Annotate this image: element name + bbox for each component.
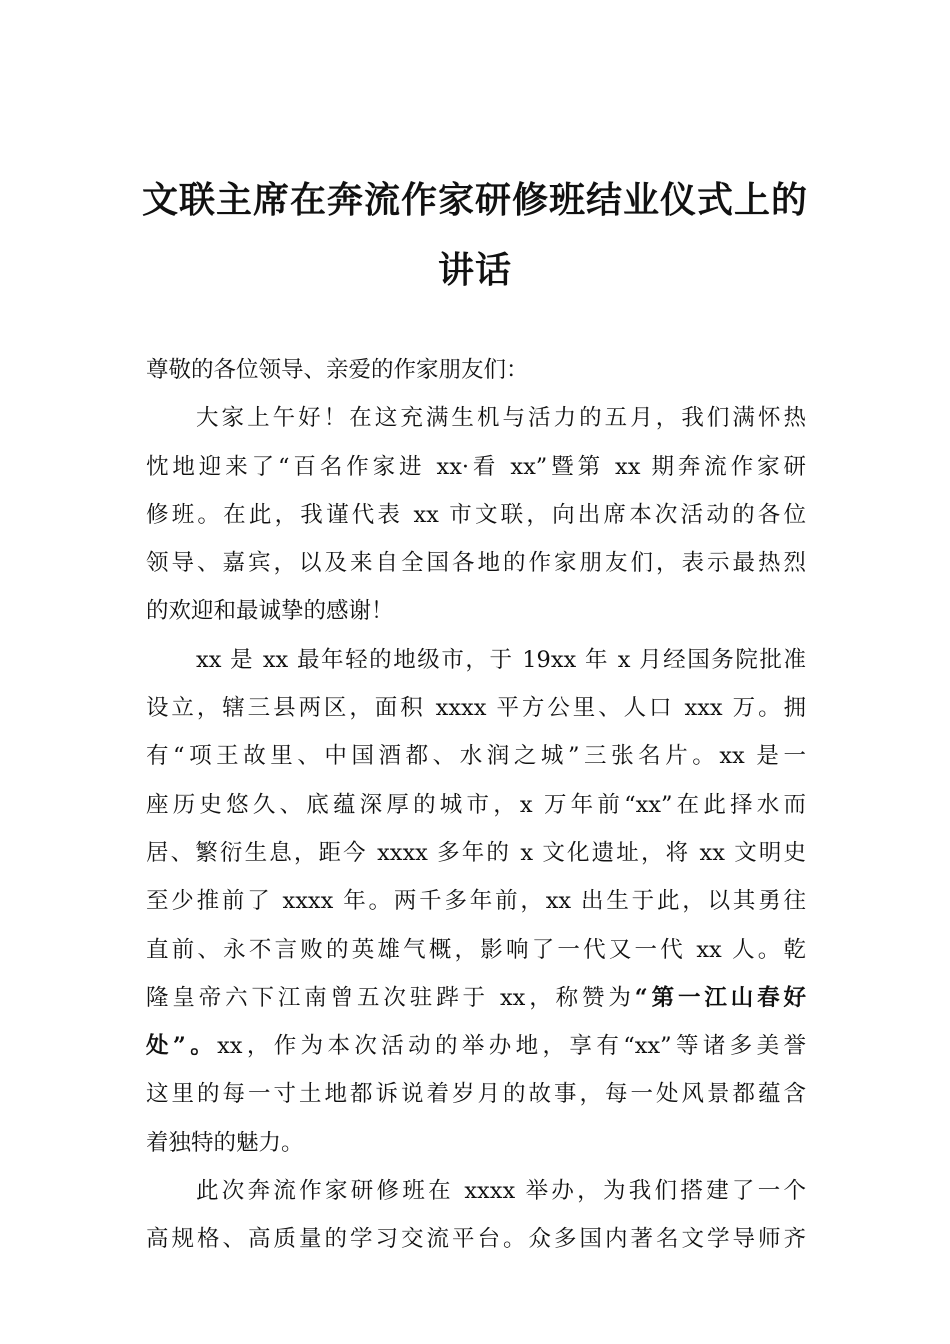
paragraph-line: 的欢迎和最诚挚的感谢！ bbox=[146, 598, 394, 625]
paragraph-line: 有“项王故里、中国酒都、水润之城”三张名片。xx 是一 bbox=[146, 743, 806, 770]
paragraph-1 bbox=[146, 394, 806, 635]
paragraph-3 bbox=[146, 1167, 806, 1264]
paragraph-line bbox=[146, 1022, 806, 1070]
document-body bbox=[146, 346, 806, 1264]
salutation: 尊敬的各位领导、亲爱的作家朋友们： bbox=[146, 357, 529, 383]
paragraph-line: 着独特的魅力。 bbox=[146, 1129, 304, 1156]
document-title-line-2: 讲话 bbox=[437, 249, 512, 291]
paragraph-line: 领导、嘉宾，以及来自全国各地的作家朋友们，表示最热烈 bbox=[146, 550, 806, 577]
paragraph-line: 设立，辖三县两区，面积 xxxx 平方公里、人口 xxx 万。拥 bbox=[146, 695, 806, 722]
document-title-line-1: 文联主席在奔流作家研修班结业仪式上的 bbox=[141, 179, 808, 221]
paragraph-line: 这里的每一寸土地都诉说着岁月的故事，每一处风景都蕴含 bbox=[146, 1081, 806, 1108]
paragraph-2 bbox=[146, 636, 806, 1167]
paragraph-line: xx 是 xx 最年轻的地级市，于 19xx 年 x 月经国务院批准 bbox=[196, 646, 806, 673]
paragraph-line: 至少推前了 xxxx 年。两千多年前，xx 出生于此，以其勇往 bbox=[146, 888, 806, 915]
paragraph-line bbox=[146, 974, 806, 1022]
paragraph-line: 高规格、高质量的学习交流平台。众多国内著名文学导师齐 bbox=[146, 1226, 806, 1253]
paragraph-line: 直前、永不言败的英雄气概，影响了一代又一代 xx 人。乾 bbox=[146, 936, 806, 963]
paragraph-line: 此次奔流作家研修班在 xxxx 举办，为我们搭建了一个 bbox=[196, 1178, 806, 1205]
bold-quote-end: 处”。 bbox=[146, 1033, 218, 1060]
paragraph-line: 忱地迎来了“百名作家进 xx·看 xx”暨第 xx 期奔流作家研 bbox=[146, 453, 806, 480]
text-run: 隆皇帝六下江南曾五次驻跸于 xx，称赞为 bbox=[146, 984, 635, 1011]
paragraph-line: 居、繁衍生息，距今 xxxx 多年的 x 文化遗址，将 xx 文明史 bbox=[146, 839, 806, 866]
paragraph-line: 大家上午好！在这充满生机与活力的五月，我们满怀热 bbox=[196, 405, 806, 432]
text-run: xx，作为本次活动的举办地，享有“xx”等诸多美誉 bbox=[217, 1033, 806, 1060]
paragraph-line: 修班。在此，我谨代表 xx 市文联，向出席本次活动的各位 bbox=[146, 501, 806, 528]
paragraph-line: 座历史悠久、底蕴深厚的城市，x 万年前“xx”在此择水而 bbox=[146, 791, 806, 818]
bold-quote: “第一江山春好 bbox=[634, 984, 806, 1011]
